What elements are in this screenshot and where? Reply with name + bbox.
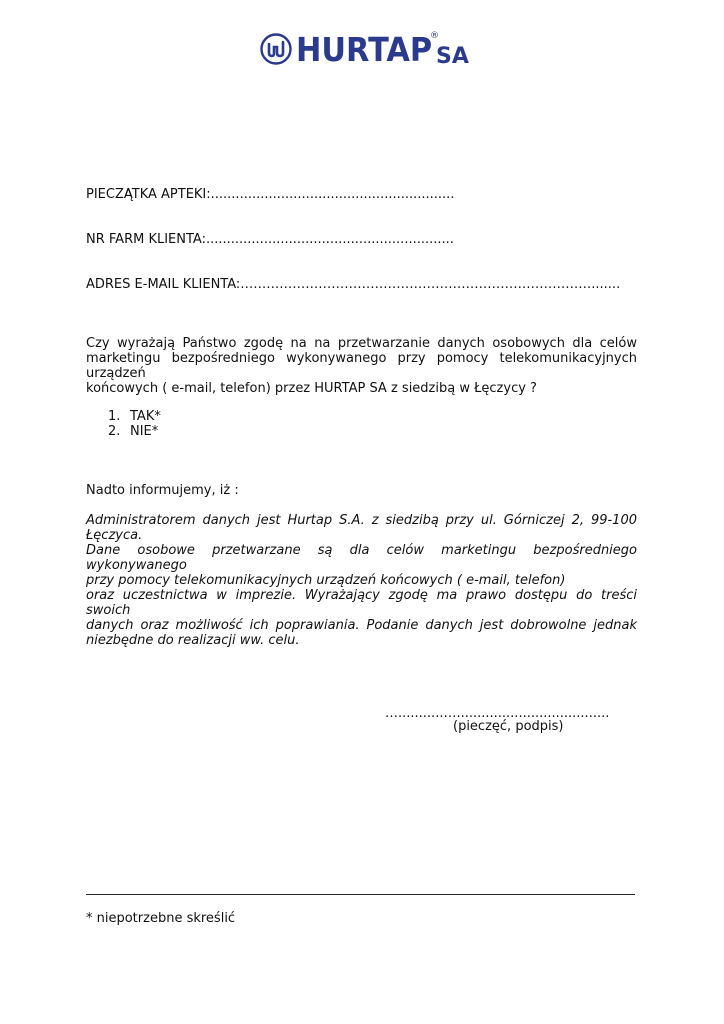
consent-option-yes[interactable] [108,409,161,424]
company-logo [260,30,470,74]
pharmacy-stamp-field: PIECZĄTKA APTEKI:........................................................... [86,187,455,202]
signature-label: (pieczęć, podpis) [453,719,564,734]
hurtap-logo-icon [260,33,292,65]
signature-line: …...........…..................................... [385,706,610,721]
footnote: * niepotrzebne skreślić [86,911,236,926]
question-line: Czy wyrażają Państwo zgodę na na przetwarzanie danych osobowych dla celów [86,336,637,351]
option-number: 2. [108,424,121,439]
notice-line: oraz uczestnictwa w imprezie. Wyrażający zgodę ma prawo dostępu do treści swoich [86,588,637,618]
question-line: końcowych ( e-mail, telefon) przez HURTAP SA z siedzibą w Łęczycy ? [86,381,537,396]
footer-divider [86,894,635,895]
notice-line: niezbędne do realizacji ww. celu. [86,633,300,648]
farm-number-field: NR FARM KLIENTA:............................................................ [86,232,454,247]
question-line: marketingu bezpośredniego wykonywanego przy pomocy telekomunikacyjnych urządzeń [86,351,637,381]
notice-line: Administratorem danych jest Hurtap S.A. z siedzibą przy ul. Górniczej 2, 99-100 Łęczyca. [86,513,637,543]
option-label: NIE* [130,424,159,439]
notice-line: Dane osobowe przetwarzane są dla celów marketingu bezpośredniego wykonywanego [86,543,637,573]
consent-option-no[interactable] [108,424,158,439]
info-intro: Nadto informujemy, iż : [86,483,239,498]
option-label: TAK* [130,409,161,424]
logo-registered-mark: ® [430,31,439,41]
data-administrator-notice [86,513,637,648]
notice-line: danych oraz możliwość ich poprawiania. Podanie danych jest dobrowolne jednak [86,618,637,633]
logo-wordmark: HURTAP [296,30,433,69]
logo-suffix: SA [436,44,469,69]
option-number: 1. [108,409,121,424]
email-field: ADRES E-MAIL KLIENTA:………………………………………………………………………....... [86,277,621,292]
consent-question [86,336,637,396]
notice-line: przy pomocy telekomunikacyjnych urządzeń końcowych ( e-mail, telefon) [86,573,566,588]
